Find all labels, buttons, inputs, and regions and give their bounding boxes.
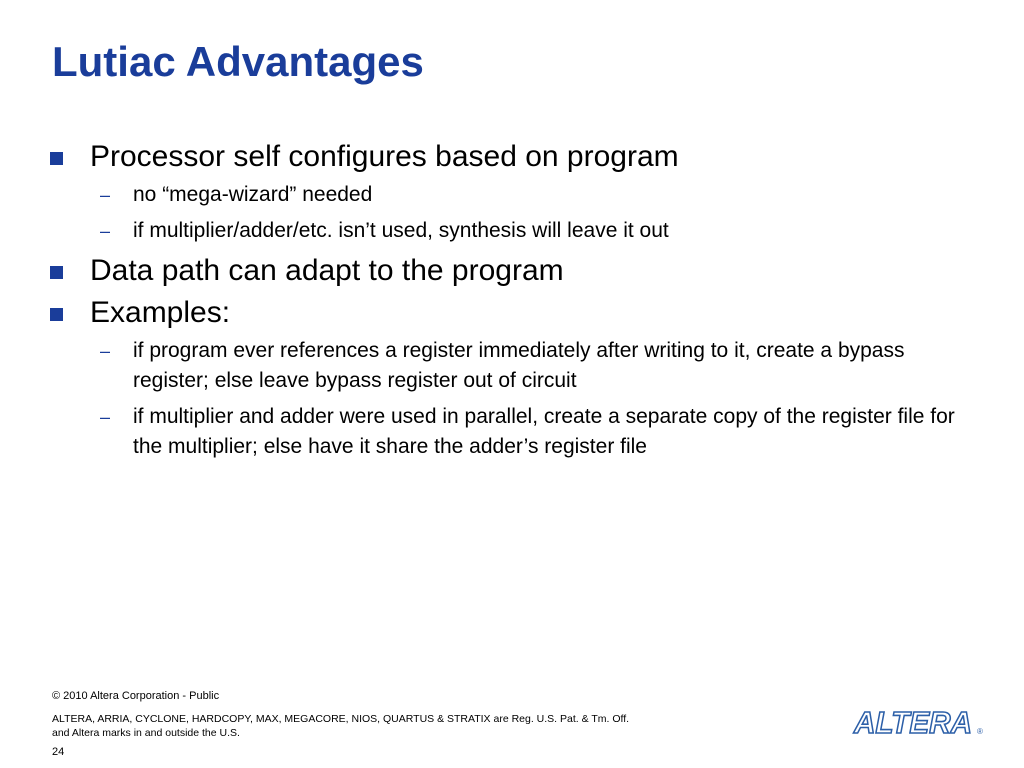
footer-copyright: © 2010 Altera Corporation - Public <box>52 690 220 702</box>
bullet-text: Data path can adapt to the program <box>90 254 564 287</box>
sub-bullet-text: if multiplier/adder/etc. isn’t used, synthesis will leave it out <box>133 219 669 242</box>
square-bullet-icon <box>50 266 63 279</box>
sub-bullet-item <box>50 402 970 462</box>
dash-icon: – <box>100 341 111 361</box>
page-number: 24 <box>52 746 65 758</box>
sub-bullet-text: if multiplier and adder were used in parallel, create a separate copy of the register file for the multiplier; else have it share the adder’s register file <box>133 405 955 458</box>
trademark-line: and Altera marks in and outside the U.S. <box>52 727 240 739</box>
sub-bullet-text: no “mega-wizard” needed <box>133 183 373 206</box>
trademark-line: ALTERA, ARRIA, CYCLONE, HARDCOPY, MAX, MEGACORE, NIOS, QUARTUS & STRATIX are Reg. U.S. Pat. & Tm. Off. <box>52 713 630 725</box>
dash-icon: – <box>100 221 111 241</box>
bullet-text: Examples: <box>90 296 231 329</box>
sub-bullet-text: if program ever references a register immediately after writing to it, create a bypass register; else leave bypass register out of circuit <box>133 339 905 392</box>
dash-icon: – <box>100 407 111 427</box>
slide-content <box>50 138 970 468</box>
footer-trademark <box>52 712 732 740</box>
bullet-item <box>50 294 970 332</box>
square-bullet-icon <box>50 308 63 321</box>
bullet-item <box>50 252 970 290</box>
registered-mark: ® <box>977 727 983 736</box>
slide-title: Lutiac Advantages <box>52 38 424 85</box>
sub-bullet-item <box>50 180 970 210</box>
square-bullet-icon <box>50 152 63 165</box>
logo-wordmark: ALTERA <box>853 705 972 738</box>
bullet-text: Processor self configures based on program <box>90 140 679 173</box>
dash-icon: – <box>100 185 111 205</box>
sub-bullet-item <box>50 336 970 396</box>
altera-logo-icon <box>852 704 988 738</box>
sub-bullet-item <box>50 216 970 246</box>
bullet-item <box>50 138 970 176</box>
